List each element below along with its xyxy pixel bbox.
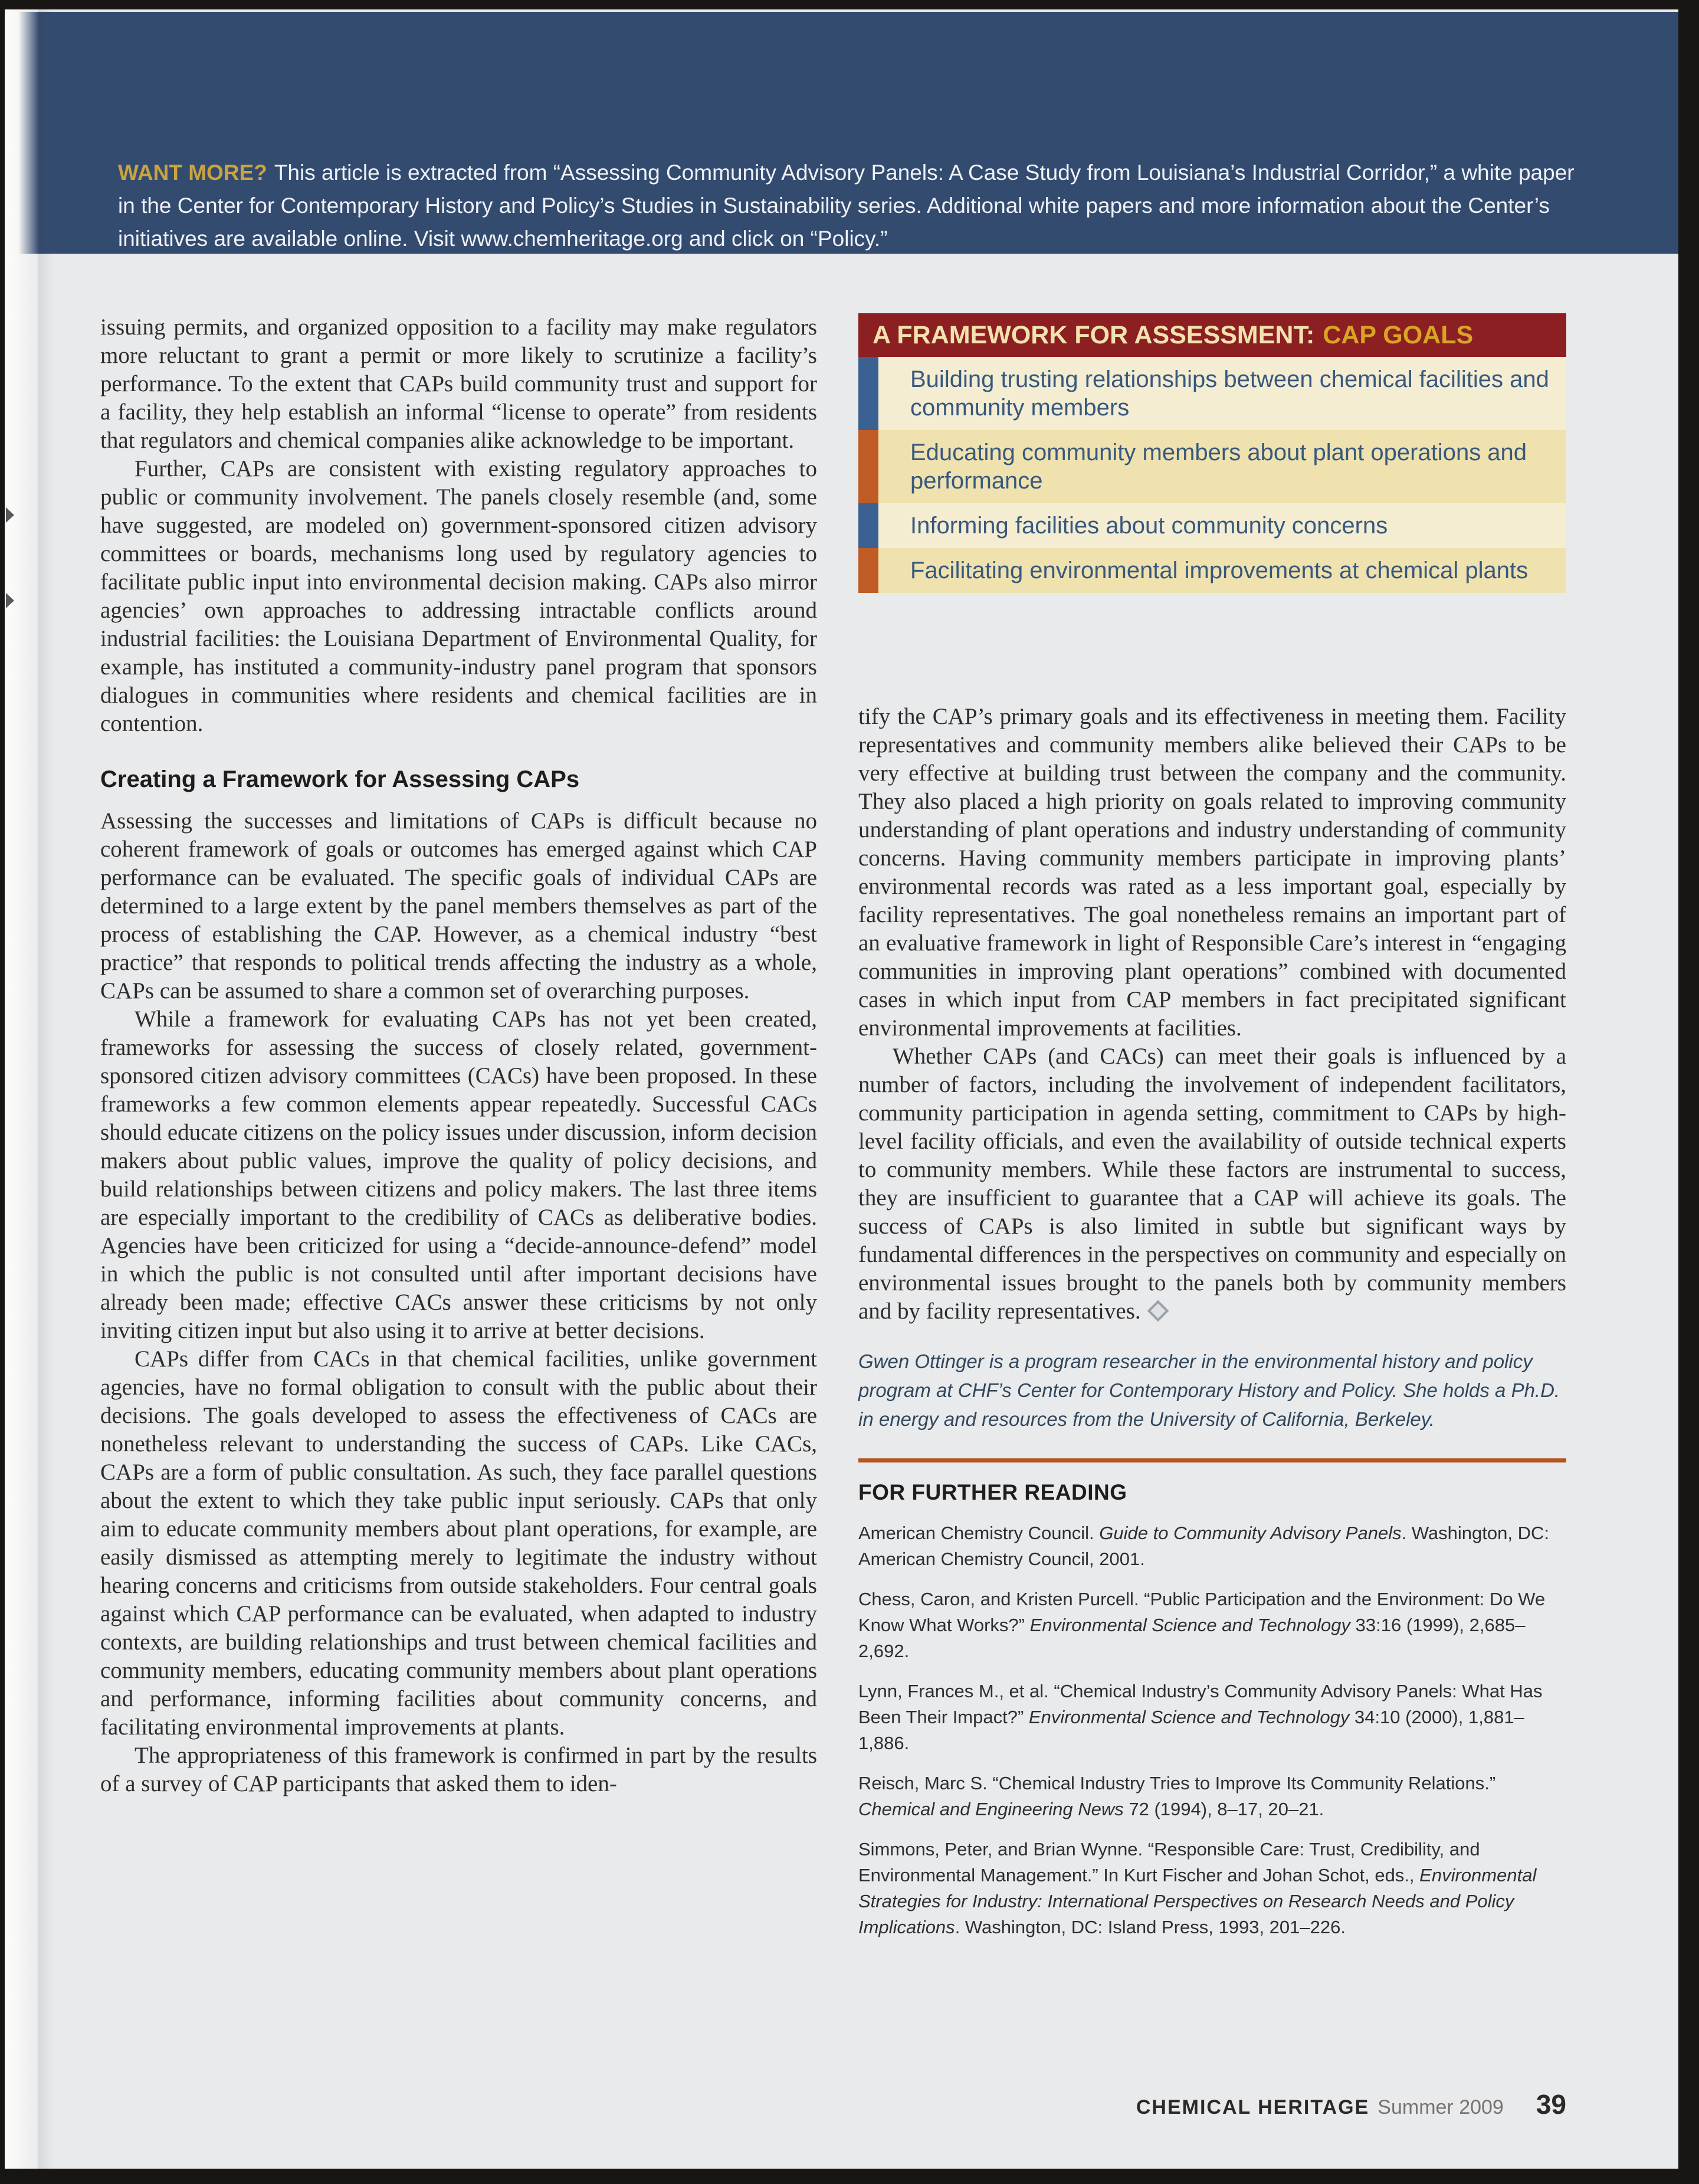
cap-goals-title-main: A FRAMEWORK FOR ASSESSMENT: — [873, 321, 1315, 349]
paragraph: Further, CAPs are consistent with existing regulatory approaches to public or community involvement. The panels closely resemble (and, some have suggested, are modeled on) government-sponsored citizen advisory committees or boards, mechanisms long used by regulatory agencies to facilitate public input into environmental decision making. CAPs also mirror agencies’ own approaches to addressing intractable conflicts around industrial facilities: the Louisiana Department of Environmental Quality, for example, has instituted a community-industry panel program that sponsors dialogues in communities where residents and chemical facilities are in contention. — [100, 456, 817, 736]
further-reading-heading: FOR FURTHER READING — [858, 1480, 1127, 1504]
reference-text: Lynn, Frances M., et al. “Chemical Industry’s Community Advisory Panels: What Has Been Their Impact?” — [858, 1681, 1543, 1727]
goal-item — [858, 503, 1566, 548]
header-band — [11, 12, 1678, 254]
cap-goals-box-title — [858, 313, 1566, 357]
reference-title: Environmental Science and Technology — [1029, 1615, 1351, 1635]
paragraph: issuing permits, and organized opposition to a facility may make regulators more reluctant to grant a permit or more likely to scrutinize a facility’s performance. To the extent that CAPs build community trust and support for a facility, they help establish an informal “license to operate” from residents that regulators and chemical companies alike acknowledge to be important. — [100, 314, 817, 453]
header-band-body: This article is extracted from “Assessing Community Advisory Panels: A Case Study from Louisiana’s Industrial Corridor,” a white paper in the Center for Contemporary History and Policy’s Studies in Sustainability series. Additional white papers and more information about the Center’s initiatives are available online. Visit www.chemheritage.org and click on “Policy.” — [118, 160, 1575, 251]
cap-goals-box — [858, 313, 1566, 593]
page-crease-shadow — [38, 9, 54, 2169]
goal-bar-icon — [858, 430, 878, 503]
reference-item — [858, 1520, 1566, 1572]
author-bio: Gwen Ottinger is a program researcher in the environmental history and policy program at CHF’s Center for Contemporary History and Policy. She holds a Ph.D. in energy and resources from the University of California, Berkeley. — [858, 1350, 1560, 1430]
paragraph-text: Whether CAPs (and CACs) can meet their goals is influenced by a number of factors, including the involvement of independent facilitators, community participation in agenda setting, commitment to CAPs by high-level facility officials, and even the availability of outside technical experts to community members. While these factors are instrumental to success, they are insufficient to guarantee that a CAP will achieve its goals. The success of CAPs is also limited in subtle but significant ways by fundamental differences in the perspectives on community and especially on environmental issues brought to the panels both by community members and by facility representatives. — [858, 1044, 1566, 1324]
reference-title: Environmental Strategies for Industry: International Perspectives on Research Needs and Policy Implications — [858, 1865, 1537, 1937]
reference-item — [858, 1837, 1566, 1940]
goal-item — [858, 357, 1566, 430]
reference-list — [858, 1520, 1566, 1940]
goal-item — [858, 430, 1566, 503]
goal-item — [858, 548, 1566, 593]
reference-title: Chemical and Engineering News — [858, 1799, 1124, 1819]
goal-bar-icon — [858, 357, 878, 430]
reference-item — [858, 1586, 1566, 1664]
article-right-column — [858, 313, 1566, 1955]
goal-text: Building trusting relationships between chemical facilities and community members — [878, 357, 1566, 430]
goal-text: Educating community members about plant operations and performance — [878, 430, 1566, 503]
reference-title: Guide to Community Advisory Panels — [1099, 1523, 1402, 1543]
header-band-text — [118, 156, 1581, 255]
goal-bar-icon — [858, 503, 878, 548]
goal-bar-icon — [858, 548, 878, 593]
paragraph: While a framework for evaluating CAPs has not yet been created, frameworks for assessing the success of closely related, government-sponsored citizen advisory committees (CACs) have been proposed. In these frameworks a few common elements appear repeatedly. Successful CACs should educate citizens on the policy issues under discussion, inform decision makers about public values, improve the quality of policy decisions, and build relationships between citizens and policy makers. The last three items are especially important to the credibility of CACs as deliberative bodies. Agencies have been criticized for using a “decide-announce-defend” model in which the public is not consulted until after important decisions have already been made; effective CACs answer these criticisms by not only inviting citizen input but also using it to arrive at better decisions. — [100, 1006, 817, 1343]
paragraph: CAPs differ from CACs in that chemical facilities, unlike government agencies, have no formal obligation to consult with the public about their decisions. The goals developed to assess the effectiveness of CACs are nonetheless relevant to understanding the success of CAPs. Like CACs, CAPs are a form of public consultation. As such, they face parallel questions about the extent to which they take public input seriously. CAPs that only aim to educate community members about plant operations, for example, are easily dismissed as attempting merely to legitimate the industry without hearing concerns and criticisms from outside stakeholders. Four central goals against which CAP performance can be evaluated, when adapted to industry contexts, are building relationships and trust between chemical facilities and community members, educating community members about plant operations and performance, informing facilities about community concerns, and facilitating environmental improvements at plants. — [100, 1346, 817, 1740]
reference-text: Chess, Caron, and Kristen Purcell. “Public Participation and the Environment: Do We Know What Works?” — [858, 1589, 1546, 1635]
reference-text: . Washington, DC: American Chemistry Council, 2001. — [858, 1523, 1549, 1569]
page-paper — [5, 9, 1678, 2169]
end-of-article-icon — [1147, 1300, 1169, 1322]
paragraph — [858, 1042, 1566, 1326]
paragraph: Assessing the successes and limitations of CAPs is difficult because no coherent framework of goals or outcomes has emerged against which CAP performance can be evaluated. The specific goals of individual CAPs are determined to a large extent by the panel members themselves as part of the process of establishing the CAP. However, as a chemical industry “best practice” that responds to political trends affecting the industry as a whole, CAPs can be assumed to share a common set of overarching purposes. — [100, 808, 817, 1004]
want-more-label: WANT MORE? — [118, 160, 267, 185]
reference-text: 33:16 (1999), 2,685–2,692. — [858, 1615, 1526, 1661]
reference-text: 34:10 (2000), 1,881–1,886. — [858, 1707, 1524, 1753]
paragraph: The appropriateness of this framework is confirmed in part by the results of a survey of CAP participants that asked them to iden- — [100, 1743, 817, 1796]
section-subheading: Creating a Framework for Assessing CAPs — [100, 766, 580, 792]
magazine-title: CHEMICAL HERITAGE — [1136, 2096, 1370, 2119]
page-number: 39 — [1536, 2089, 1566, 2120]
reference-title: Environmental Science and Technology — [1028, 1707, 1350, 1727]
reference-text: Reisch, Marc S. “Chemical Industry Tries to Improve Its Community Relations.” — [858, 1773, 1496, 1793]
reference-text: . Washington, DC: Island Press, 1993, 201–226. — [955, 1917, 1346, 1937]
reference-text: Simmons, Peter, and Brian Wynne. “Responsible Care: Trust, Credibility, and Environmental Management.” In Kurt Fischer and Johan Schot, eds., — [858, 1839, 1480, 1885]
reference-item — [858, 1678, 1566, 1756]
reference-text: American Chemistry Council. — [858, 1523, 1100, 1543]
goal-text: Informing facilities about community concerns — [878, 503, 1566, 548]
reference-text: 72 (1994), 8–17, 20–21. — [1123, 1799, 1324, 1819]
article-left-column — [100, 313, 817, 1798]
paragraph: tify the CAP’s primary goals and its effectiveness in meeting them. Facility representatives and community members alike believed their CAPs to be very effective at building trust between the company and the community. They also placed a high priority on goals related to improving community understanding of plant operations and industry understanding of community concerns. Having community members participate in improving plants’ environmental records was rated as a less important goal, especially by facility representatives. The goal nonetheless remains an important part of an evaluative framework in light of Responsible Care’s interest in “engaging communities in improving plant operations” combined with documented cases in which input from CAP members in fact precipitated significant environmental improvements at facilities. — [858, 704, 1566, 1041]
cap-goals-title-accent: CAP GOALS — [1323, 321, 1474, 349]
issue-label: Summer 2009 — [1377, 2096, 1504, 2119]
section-divider — [858, 1458, 1566, 1462]
page-footer — [1136, 2088, 1566, 2120]
goal-text: Facilitating environmental improvements at chemical plants — [878, 548, 1566, 593]
reference-item — [858, 1770, 1566, 1822]
page-curl-edge — [5, 9, 39, 2169]
